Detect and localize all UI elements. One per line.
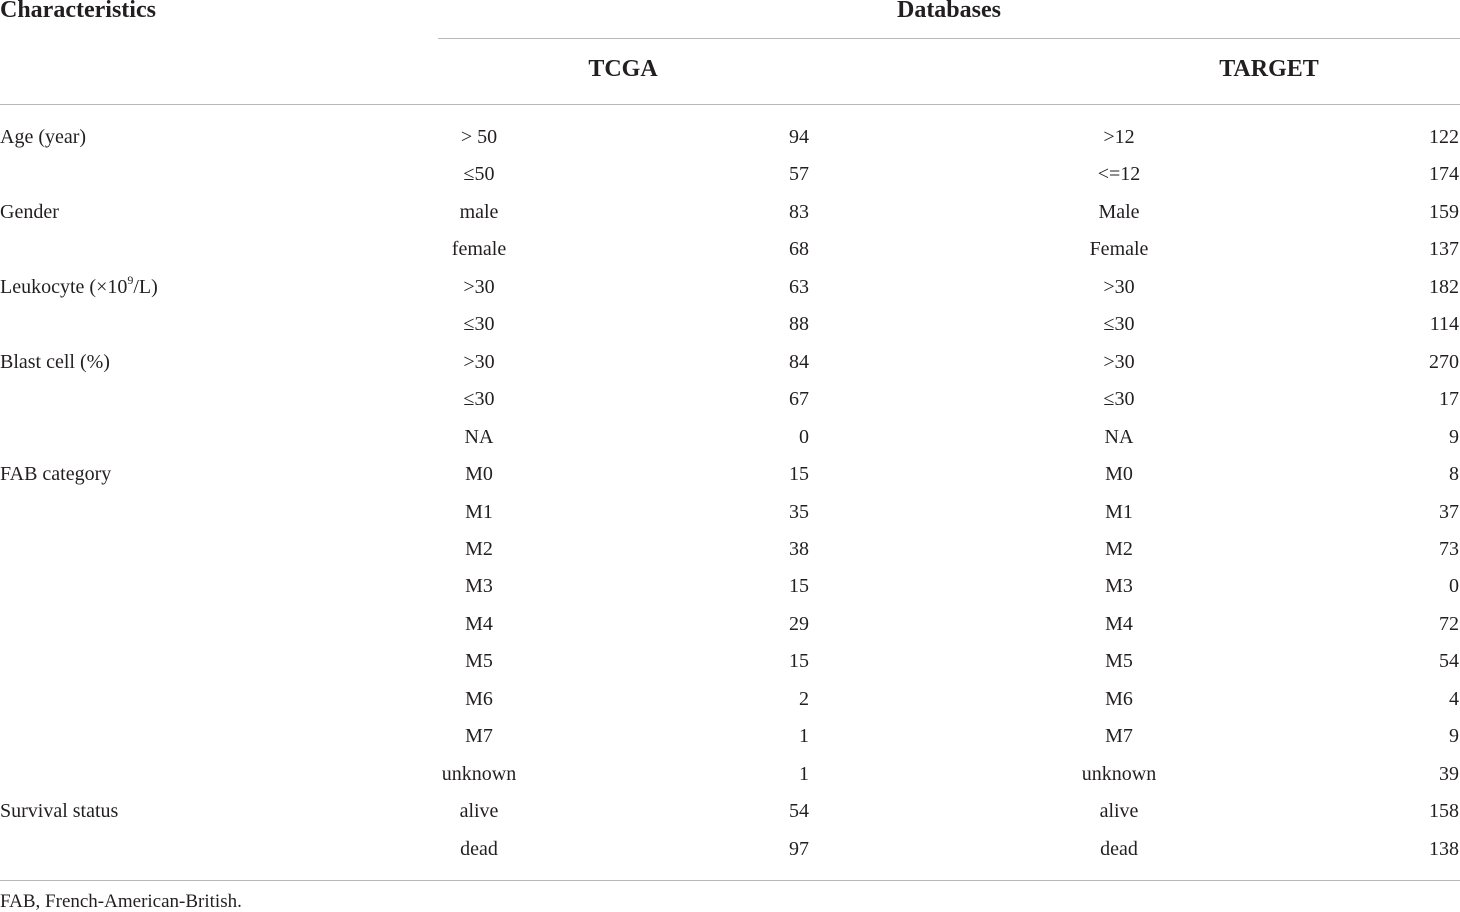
target-group-cell: M6 (1105, 688, 1133, 710)
target-group-cell: M2 (1105, 538, 1133, 560)
tcga-group-cell: alive (459, 800, 499, 822)
tcga-group-cell: M3 (465, 575, 493, 597)
bottom-rule (0, 880, 1460, 881)
tcga-value-cell: 15 (789, 575, 809, 597)
tcga-group-cell: M5 (465, 650, 493, 672)
tcga-group-cell: NA (464, 426, 494, 448)
target-group-cell: unknown (1081, 763, 1157, 785)
tcga-group-cell: ≤30 (463, 388, 495, 410)
tcga-group-cell: >30 (463, 351, 495, 373)
target-group-cell: >12 (1103, 126, 1135, 148)
tcga-value-cell: 57 (789, 163, 809, 185)
target-group-cell: >30 (1103, 351, 1135, 373)
target-value-cell: 174 (1429, 163, 1459, 185)
tcga-value-cell: 63 (789, 276, 809, 298)
tcga-value-cell: 88 (789, 313, 809, 335)
tcga-group-cell: > 50 (460, 126, 498, 148)
target-group-cell: dead (1100, 838, 1138, 860)
tcga-group-cell: >30 (463, 276, 495, 298)
tcga-value-cell: 1 (799, 725, 809, 747)
target-group-cell: <=12 (1097, 163, 1141, 185)
target-value-cell: 39 (1439, 763, 1459, 785)
tcga-value-cell: 67 (789, 388, 809, 410)
target-value-cell: 9 (1449, 426, 1459, 448)
target-group-cell: Male (1098, 201, 1140, 223)
tcga-value-cell: 35 (789, 501, 809, 523)
characteristic-cell: Survival status (0, 800, 119, 822)
target-group-cell: M0 (1105, 463, 1133, 485)
tcga-value-cell: 38 (789, 538, 809, 560)
target-value-cell: 137 (1429, 238, 1459, 260)
tcga-group-cell: female (451, 238, 507, 260)
tcga-group-cell: male (459, 201, 499, 223)
tcga-group-cell: M0 (465, 463, 493, 485)
tcga-value-cell: 94 (789, 126, 809, 148)
target-value-cell: 8 (1449, 463, 1459, 485)
tcga-value-cell: 15 (789, 650, 809, 672)
target-value-cell: 270 (1429, 351, 1459, 373)
tcga-value-cell: 54 (789, 800, 809, 822)
target-group-cell: ≤30 (1103, 388, 1135, 410)
tcga-group-cell: M7 (465, 725, 493, 747)
superscript: 9 (127, 273, 134, 287)
header-characteristics: Characteristics (0, 0, 156, 23)
tcga-group-cell: ≤30 (463, 313, 495, 335)
target-value-cell: 182 (1429, 276, 1459, 298)
target-group-cell: >30 (1103, 276, 1135, 298)
target-group-cell: alive (1099, 800, 1139, 822)
tcga-value-cell: 29 (789, 613, 809, 635)
header-tcga: TCGA (588, 56, 658, 82)
characteristic-cell: Leukocyte $(\times 10^9/L)$ (0, 273, 158, 298)
target-group-cell: M4 (1105, 613, 1133, 635)
target-value-cell: 159 (1429, 201, 1459, 223)
tcga-group-cell: M1 (465, 501, 493, 523)
target-value-cell: 17 (1439, 388, 1459, 410)
tcga-value-cell: 1 (799, 763, 809, 785)
tcga-value-cell: 0 (799, 426, 809, 448)
databases-rule (438, 38, 1460, 39)
target-group-cell: M3 (1105, 575, 1133, 597)
target-value-cell: 0 (1449, 575, 1459, 597)
target-value-cell: 73 (1439, 538, 1459, 560)
header-databases: Databases (896, 0, 1001, 23)
target-group-cell: Female (1089, 238, 1149, 260)
target-value-cell: 9 (1449, 725, 1459, 747)
target-value-cell: 138 (1429, 838, 1459, 860)
target-value-cell: 4 (1449, 688, 1459, 710)
table-footnote: FAB, French-American-British. (0, 891, 242, 912)
tcga-value-cell: 2 (799, 688, 809, 710)
tcga-value-cell: 97 (789, 838, 809, 860)
target-value-cell: 122 (1429, 126, 1459, 148)
tcga-group-cell: M2 (465, 538, 493, 560)
target-group-cell: ≤30 (1103, 313, 1135, 335)
tcga-group-cell: M4 (465, 613, 493, 635)
tcga-group-cell: M6 (465, 688, 493, 710)
characteristic-cell: Gender (0, 201, 59, 223)
target-value-cell: 72 (1439, 613, 1459, 635)
tcga-value-cell: 84 (789, 351, 809, 373)
header-rule (0, 104, 1460, 105)
target-group-cell: NA (1104, 426, 1134, 448)
target-group-cell: M7 (1105, 725, 1133, 747)
target-group-cell: M5 (1105, 650, 1133, 672)
tcga-group-cell: unknown (441, 763, 517, 785)
characteristic-cell: Age (year) (0, 126, 87, 148)
header-target: TARGET (1219, 56, 1319, 82)
tcga-value-cell: 15 (789, 463, 809, 485)
target-value-cell: 37 (1439, 501, 1459, 523)
tcga-group-cell: dead (460, 838, 498, 860)
target-value-cell: 114 (1429, 313, 1459, 335)
tcga-value-cell: 83 (789, 201, 809, 223)
target-value-cell: 158 (1429, 800, 1459, 822)
tcga-value-cell: 68 (789, 238, 809, 260)
characteristic-cell: Blast cell (%) (0, 351, 110, 373)
characteristic-cell: FAB category (0, 463, 112, 485)
tcga-group-cell: ≤50 (463, 163, 495, 185)
target-group-cell: M1 (1105, 501, 1133, 523)
target-value-cell: 54 (1439, 650, 1459, 672)
